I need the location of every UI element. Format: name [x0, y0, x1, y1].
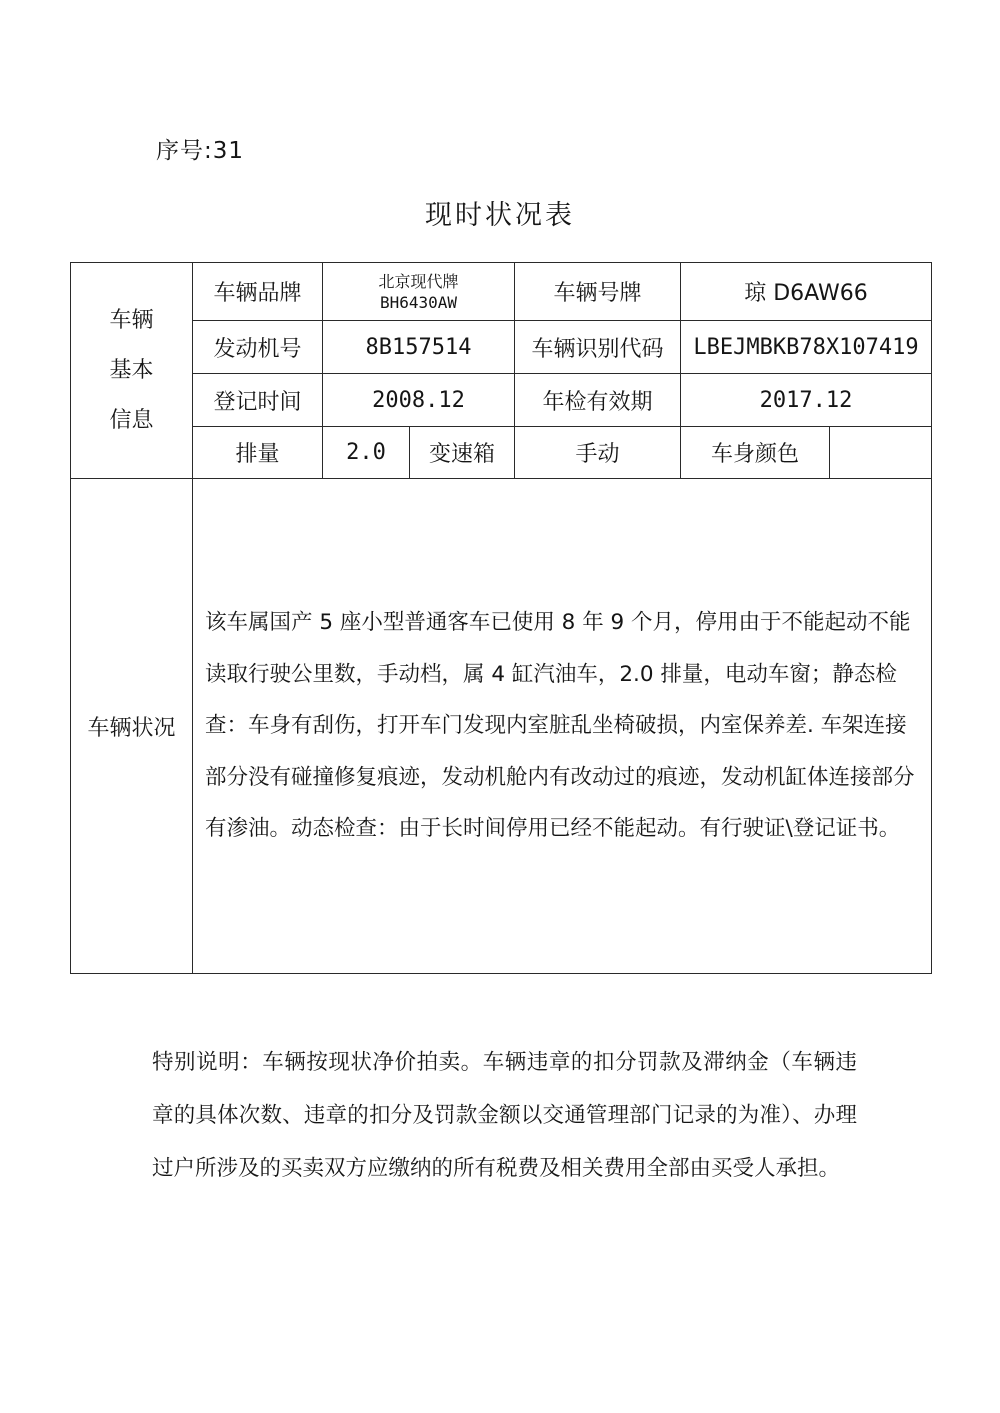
- color-label: 车身颜色: [681, 427, 830, 479]
- special-note: 特别说明：车辆按现状净价拍卖。车辆违章的扣分罚款及滞纳金（车辆违章的具体次数、违章的扣分及罚款金额以交通管理部门记录的为准）、办理过户所涉及的买卖双方应缴纳的所有税费及相关费用全部由买受人承担。: [152, 1050, 857, 1181]
- table-row: [71, 374, 932, 427]
- basic-info-label: 车辆 基本 信息: [71, 263, 193, 479]
- table-row: [71, 479, 932, 974]
- brand-value: 北京现代牌 BH6430AW: [323, 263, 515, 321]
- inspection-label: 年检有效期: [515, 374, 681, 427]
- inspection-value: 2017.12: [681, 374, 932, 427]
- vin-value: LBEJMBKB78X107419: [681, 321, 932, 374]
- gearbox-label: 变速箱: [410, 427, 515, 479]
- table-row: [71, 321, 932, 374]
- brand-label: 车辆品牌: [193, 263, 323, 321]
- displacement-label: 排量: [193, 427, 323, 479]
- register-value: 2008.12: [323, 374, 515, 427]
- status-label: 车辆状况: [71, 479, 193, 974]
- gearbox-value: 手动: [515, 427, 681, 479]
- displacement-value: 2.0: [323, 427, 410, 479]
- engine-label: 发动机号: [193, 321, 323, 374]
- vin-label: 车辆识别代码: [515, 321, 681, 374]
- vehicle-status-table: [70, 262, 932, 974]
- color-value: [830, 427, 932, 479]
- table-row: [71, 427, 932, 479]
- plate-label: 车辆号牌: [515, 263, 681, 321]
- plate-value: 琼 D6AW66: [681, 263, 932, 321]
- register-label: 登记时间: [193, 374, 323, 427]
- serial-number: 序号:31: [156, 138, 245, 164]
- status-description: 该车属国产 5 座小型普通客车已使用 8 年 9 个月，停用由于不能起动不能读取行驶公里数，手动档，属 4 缸汽油车，2.0 排量，电动车窗；静态检查：车身有刮伤，打开车门发现内室脏乱坐椅破损，内室保养差. 车架连接部分没有碰撞修复痕迹，发动机舱内有改动过的痕迹，发动机缸体连接部分有渗油。动态检查：由于长时间停用已经不能起动。有行驶证\登记证书。: [193, 479, 932, 974]
- page-title: 现时状况表: [425, 200, 575, 231]
- table-row: [71, 263, 932, 321]
- engine-value: 8B157514: [323, 321, 515, 374]
